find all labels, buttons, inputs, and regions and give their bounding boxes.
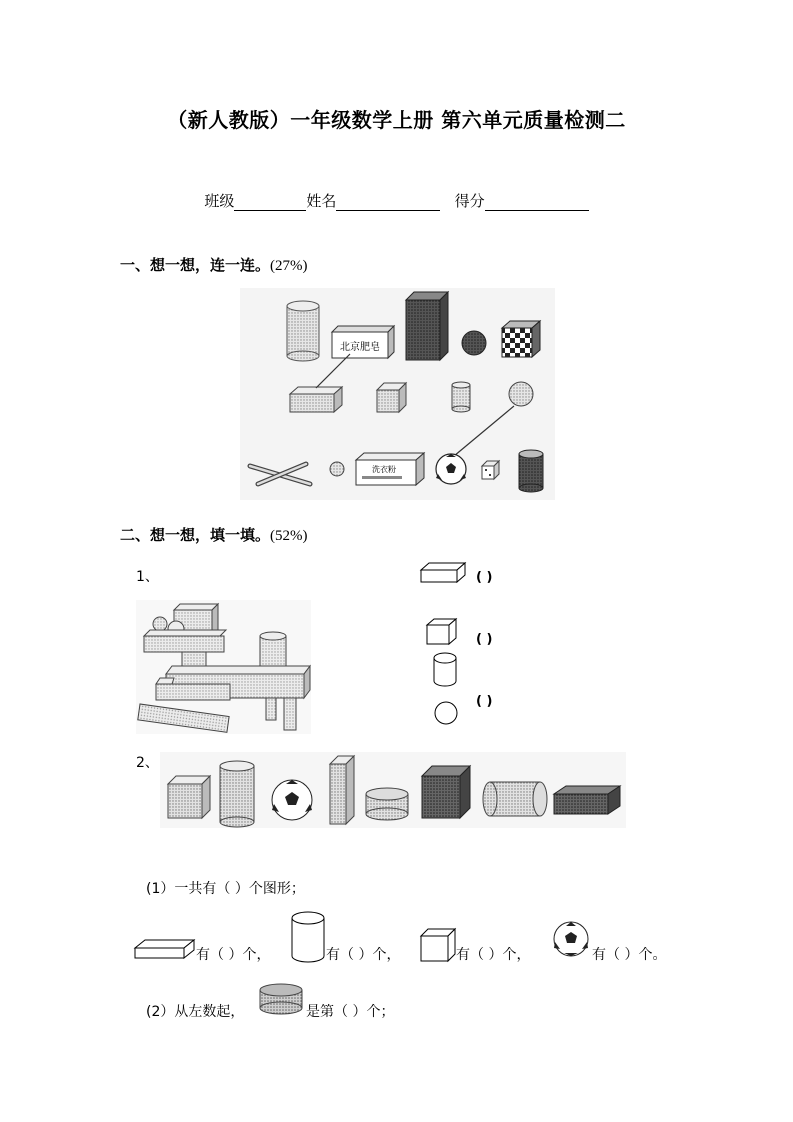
can-cylinder-icon — [519, 450, 543, 492]
q1-answer-blank-2[interactable]: ( ) — [476, 632, 493, 647]
matching-picture — [240, 288, 555, 500]
question-1-number: 1、 — [136, 569, 159, 585]
flat-cuboid-icon — [420, 560, 466, 584]
class-field[interactable] — [234, 194, 306, 211]
sphere-icon — [433, 700, 459, 726]
section-1-heading: 一、想一想，连一连。(27%) — [120, 256, 308, 274]
short-cylinder-icon — [258, 982, 304, 1016]
q2-part-1-text: (1）一共有（ ）个图形； — [146, 881, 305, 897]
name-field[interactable] — [336, 194, 440, 211]
student-info-row — [0, 190, 793, 211]
cube-icon — [420, 928, 456, 962]
dice-icon — [482, 461, 499, 479]
cylinder-icon — [432, 652, 458, 688]
page-title: （新人教版）一年级数学上册 第六单元质量检测二 — [167, 108, 626, 132]
detergent-box-icon — [356, 453, 424, 485]
cuboid-count-text: 有（ ）个， — [196, 947, 271, 963]
cylinder-icon — [290, 910, 326, 964]
class-label: 班级 — [204, 192, 235, 210]
block-stack-picture — [136, 600, 311, 734]
soccer-ball-icon — [552, 920, 590, 958]
section-2-heading: 二、想一想，填一填。(52%) — [120, 526, 308, 544]
shapes-row-picture — [160, 752, 626, 828]
cube-count-text: 有（ ）个， — [456, 947, 531, 963]
soap-box-icon — [332, 326, 394, 358]
checker-cube-icon — [502, 321, 540, 357]
flat-cuboid-icon — [290, 387, 342, 412]
cylinder-count-text: 有（ ）个， — [326, 947, 401, 963]
q2-part-2-prefix: (2）从左数起， — [146, 1004, 245, 1020]
q1-answer-blank-1[interactable]: ( ) — [476, 570, 493, 585]
cup-cylinder-icon — [287, 301, 319, 361]
tall-dark-box-icon — [406, 292, 448, 360]
box-label: 洗衣粉 — [372, 465, 396, 474]
score-field[interactable] — [485, 194, 589, 211]
small-cylinder-icon — [452, 382, 470, 412]
soccer-ball-icon — [436, 454, 466, 484]
q2-part-2-suffix: 是第（ ）个； — [306, 1004, 395, 1020]
cube-icon — [377, 383, 406, 412]
sphere-icon — [509, 382, 533, 406]
name-label: 姓名 — [306, 192, 337, 210]
ball-count-text: 有（ ）个。 — [592, 947, 667, 963]
q1-answer-blank-3[interactable]: ( ) — [476, 694, 493, 709]
small-ball-icon — [330, 462, 344, 476]
score-label: 得分 — [454, 192, 485, 210]
dark-ball-icon — [462, 331, 486, 355]
flat-cuboid-icon — [134, 938, 196, 960]
question-2-number: 2、 — [136, 755, 159, 771]
cube-icon — [426, 618, 458, 646]
soap-label: 北京肥皂 — [340, 342, 380, 353]
